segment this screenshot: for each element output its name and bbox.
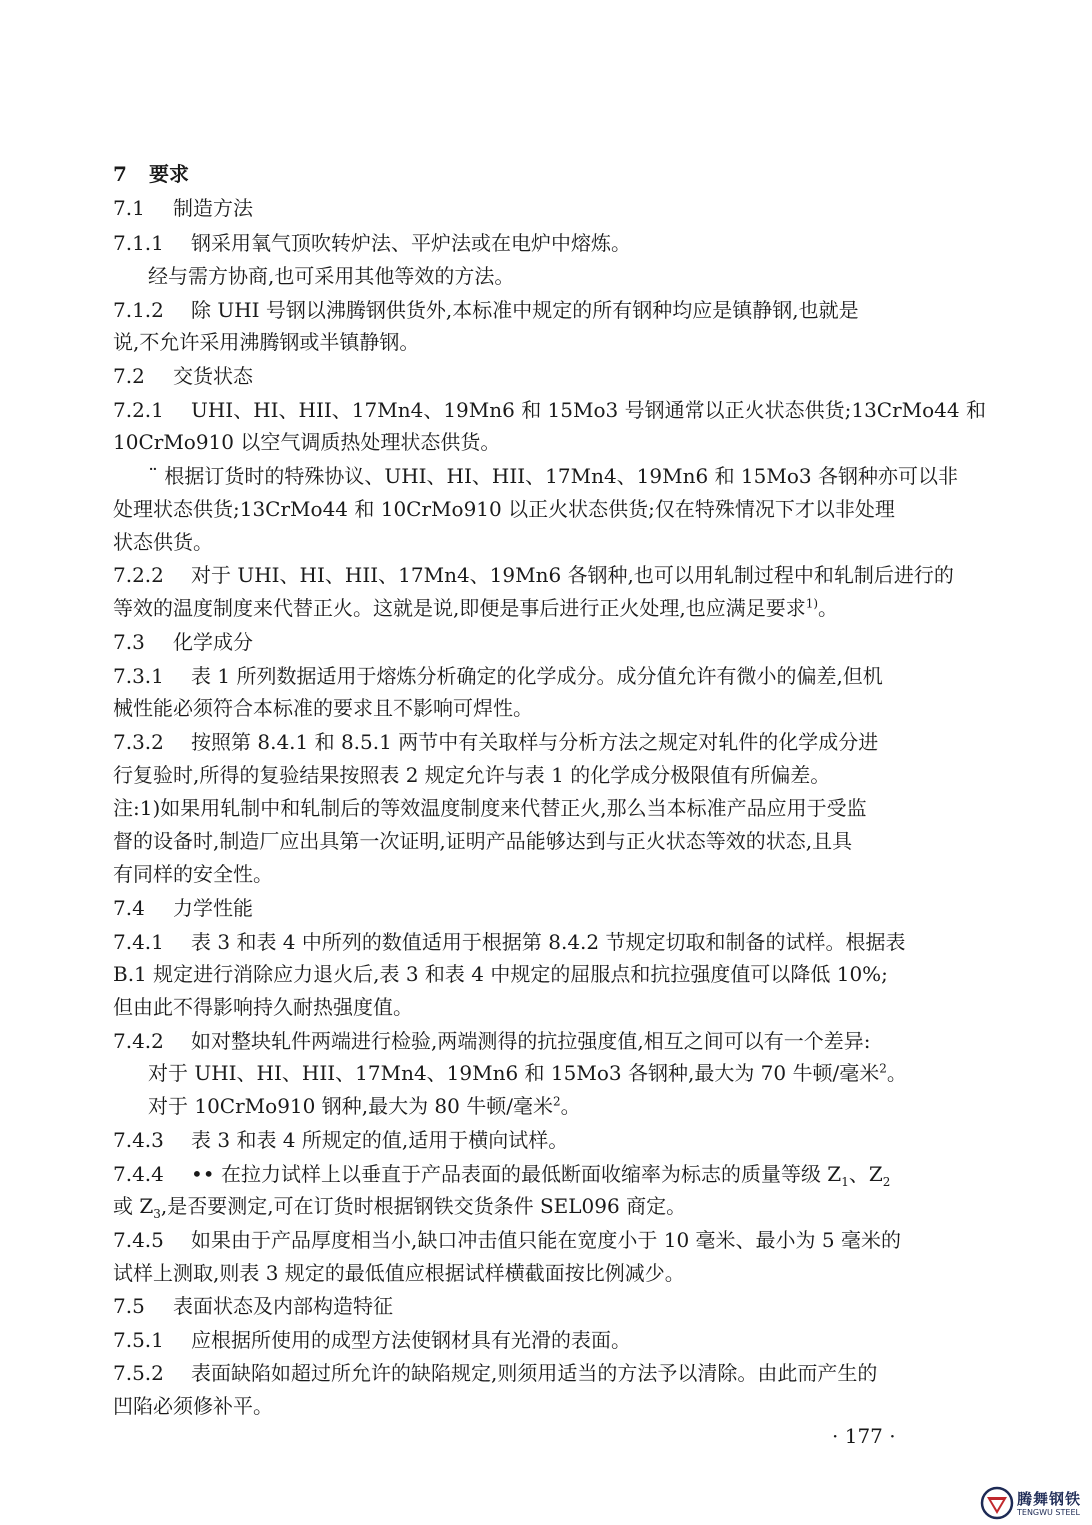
clause-7-1-2: 7.1.2 除 UHI 号钢以沸腾钢供货外,本标准中规定的所有钢种均应是镇静钢,也就是 [113, 298, 859, 322]
clause-7-4-4: 7.4.4 •• 在拉力试样上以垂直于产品表面的最低断面收缩率为标志的质量等级 $Z_1$、$Z_2$ [113, 1162, 891, 1189]
clause-7-2-1: 7.2.1 UHI、HI、HII、17Mn4、19Mn6 和 15Mo3 号钢通常以正火状态供货;13CrMo44 和 [113, 398, 986, 422]
clause-7-5-2: 7.5.2 表面缺陷如超过所允许的缺陷规定,则须用适当的方法予以清除。由此而产生的 [113, 1361, 878, 1385]
clause-7-4-1: 7.4.1 表 3 和表 4 中所列的数值适用于根据第 8.4.2 节规定切取和制备的试样。根据表 [113, 930, 906, 954]
clause-7-1-1: 7.1.1 钢采用氧气顶吹转炉法、平炉法或在电炉中熔炼。 [113, 231, 631, 255]
clause-7-4-1-cont2: 但由此不得影响持久耐热强度值。 [113, 995, 413, 1019]
stray-mark: ¨ [148, 464, 158, 488]
watermark-logo [980, 1486, 1084, 1520]
clause-7-2-2-cont: 等效的温度制度来代替正火。这就是说,即便是事后进行正火处理,也应满足要求$^{1)}$。 [113, 596, 839, 620]
section-heading: 7 要求 [113, 162, 189, 186]
logo-text-en: TENGWU STEEL [1017, 1508, 1080, 1517]
subsection-7-1-heading: 7.1 制造方法 [113, 196, 253, 220]
clause-7-4-2-line2: 对于 UHI、HI、HII、17Mn4、19Mn6 和 15Mo3 各钢种,最大为 70 牛顿/毫米$^2$。 [148, 1061, 907, 1085]
clause-7-4-2-line3: 对于 10CrMo910 钢种,最大为 80 牛顿/毫米$^2$。 [148, 1094, 581, 1118]
clause-7-3-2-cont: 行复验时,所得的复验结果按照表 2 规定允许与表 1 的化学成分极限值有所偏差。 [113, 763, 831, 787]
clause-7-3-2: 7.3.2 按照第 8.4.1 和 8.5.1 两节中有关取样与分析方法之规定对轧件的化学成分进 [113, 730, 879, 754]
footnote-line1: 注:1)如果用轧制中和轧制后的等效温度制度来代替正火,那么当本标准产品应用于受监 [113, 796, 867, 820]
clause-7-2-1-para2-line2: 处理状态供货;13CrMo44 和 10CrMo910 以正火状态供货;仅在特殊情况下才以非处理 [113, 497, 895, 521]
clause-7-4-1-cont: B.1 规定进行消除应力退火后,表 3 和表 4 中规定的屈服点和抗拉强度值可以降低 10%; [113, 962, 888, 986]
clause-7-2-1-para2-line1: ¨ 根据订货时的特殊协议、UHI、HI、HII、17Mn4、19Mn6 和 15Mo3 各钢种亦可以非 [148, 464, 958, 488]
tengwu-logo-icon [980, 1486, 1014, 1520]
clause-7-4-4-cont: 或 $Z_3$,是否要测定,可在订货时根据钢铁交货条件 SEL096 商定。 [113, 1194, 687, 1221]
subsection-7-5-heading: 7.5 表面状态及内部构造特征 [113, 1294, 393, 1318]
subsection-7-3-heading: 7.3 化学成分 [113, 630, 253, 654]
clause-7-1-1-cont: 经与需方协商,也可采用其他等效的方法。 [148, 264, 515, 288]
clause-7-1-2-cont: 说,不允许采用沸腾钢或半镇静钢。 [113, 330, 420, 354]
clause-7-5-1: 7.5.1 应根据所使用的成型方法使钢材具有光滑的表面。 [113, 1328, 631, 1352]
clause-7-4-2: 7.4.2 如对整块轧件两端进行检验,两端测得的抗拉强度值,相互之间可以有一个差异: [113, 1029, 871, 1053]
clause-7-2-1-cont: 10CrMo910 以空气调质热处理状态供货。 [113, 430, 501, 454]
clause-7-2-1-para2-line3: 状态供货。 [113, 530, 213, 554]
clause-7-4-5: 7.4.5 如果由于产品厚度相当小,缺口冲击值只能在宽度小于 10 毫米、最小为 5 毫米的 [113, 1228, 901, 1252]
logo-text-cn: 腾舞钢铁 [1017, 1490, 1082, 1508]
subsection-7-4-heading: 7.4 力学性能 [113, 896, 253, 920]
clause-7-3-1-cont: 械性能必须符合本标准的要求且不影响可焊性。 [113, 696, 533, 720]
footnote-ref: 1) [805, 596, 819, 611]
footnote-line2: 督的设备时,制造厂应出具第一次证明,证明产品能够达到与正火状态等效的状态,且具 [113, 829, 853, 853]
clause-7-4-5-cont: 试样上测取,则表 3 规定的最低值应根据试样横截面按比例减少。 [113, 1261, 685, 1285]
clause-7-5-2-cont: 凹陷必须修补平。 [113, 1394, 273, 1418]
page-number: · 177 · [832, 1424, 896, 1448]
clause-7-3-1: 7.3.1 表 1 所列数据适用于熔炼分析确定的化学成分。成分值允许有微小的偏差,但机 [113, 664, 883, 688]
clause-7-4-3: 7.4.3 表 3 和表 4 所规定的值,适用于横向试样。 [113, 1128, 569, 1152]
clause-7-2-2: 7.2.2 对于 UHI、HI、HII、17Mn4、19Mn6 各钢种,也可以用轧制过程中和轧制后进行的 [113, 563, 954, 587]
stray-mark: •• [191, 1162, 215, 1186]
subsection-7-2-heading: 7.2 交货状态 [113, 364, 253, 388]
footnote-line3: 有同样的安全性。 [113, 862, 273, 886]
